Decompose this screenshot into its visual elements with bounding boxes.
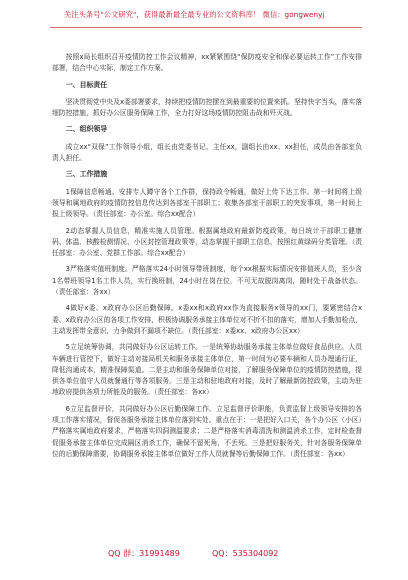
header-divider xyxy=(50,27,362,28)
section-heading: 三、工作措施 xyxy=(65,170,108,179)
footer-qq-group: QQ 群：31991489 xyxy=(108,549,180,558)
body-paragraph: 2动态掌握人员信息，精准实施人员管理。根据属地政府最新防疫政策，每日统计干部职工健康码、体温、核酸检测情况、小区封控管理政策等，动态掌握干部职工信息，按照红黄绿码分类管理。（责任部室：办公室、党群工作部。综合xx配合） xyxy=(52,226,362,258)
header-banner[interactable]: 关注头条号"公文研究"，获得最新最全最专业的公文资料库！ 微信：gongwenyj xyxy=(64,10,325,19)
body-paragraph: 4做好x委、x政府办公区后勤保障。x委xx和x政府xx作为直接服务x领导的xx门，要紧密结合x委、x政府办公区的各项工作安排，积极协调服务承接主体单位对不折不扣的落实，增加人手勤加检点，主动发挥带全意识，力争做到不漏项不缺位。（责任部室：x委xx、x政府办公区xx） xyxy=(52,304,362,335)
body-paragraph: 坚决贯彻党中央及x委部署要求，持续把疫情防控摆在到最重要的位置来抓。坚持快字当头，落实落细防控措施，抓好办公区服务保障工作，全力打好这场疫情防控阻击战和歼灭战。 xyxy=(52,97,362,118)
footer-qq: QQ：535304092 xyxy=(212,549,279,558)
section-heading: 一、目标责任 xyxy=(65,80,108,89)
body-paragraph: 3严格落实值班制度。严格落实24小时领导带班制度，每个xx根据实际情况安排值班人员，至少含1名带班领导1名工作人员，实行换班制，24小时在岗在位，不可无故脱岗离岗，随时处于战备状态。（责任部室：各xx） xyxy=(52,265,362,297)
body-paragraph: 5立足统筹协调，共同做好办公区运转工作。一是统筹协助服务承接主体单位做好食品供应。人员车辆进行管控下，做好主动对接局机关和服务承接主体单位，第一时间为必要车辆和人员办理通行证，降低沟通成本，精准保障渠道。二是主动和服务保障单位对接，了解服务保障单位的疫情防控措施，提供各单位值守人员就餐通行等各项服务。三是主动和驻地政府对接，及时了解最新防控政策，主动为驻地政府提供各项力所能及的服务。（责任部室：各xx） xyxy=(52,343,362,397)
body-paragraph: 1保障信息畅通。安排专人蹲守各个工作群，保持政令畅通，做好上传下达工作。第一时间将上级领导和属地政府的疫情防控信息传达到各部室干部职工；收集各部室干部职工的突发事项，第一时间上报上级领导。（责任部室：办公室。综合xx配合） xyxy=(52,187,362,219)
section-heading: 二、组织领导 xyxy=(65,125,108,134)
body-paragraph: 按照x局长组织召开疫情防控工作会议精神，xx紧紧围绕“保防疫安全和保必要运转工作”工作安排部署，结合中心实际，制定工作方案。 xyxy=(52,53,362,73)
document-body xyxy=(52,52,362,465)
body-paragraph: 成立xx“双保”工作领导小组，组长由党委书记、主任xx，副组长由xx、xx担任，成员由各部室负责人担任。 xyxy=(52,142,362,163)
body-paragraph: 6立足监督评价，共同做好办公区后勤保障工作。立足监督评价职能，负责监督上级领导安排的各项工作落实情况，督促各服务承接主体单位落到实处。重点在于：一是把好入口关，各个办公区（小区）严格落实属地政府要求，严格落实四洞测温要求；二是严格落实消毒清洗和测温消杀工作，定时检查督促服务承接主体单位完成隔区消杀工作，确保不留死角，不丢死。三是把好服务关，针对各服务保障单位的后勤保障需要，协调服务承接主体单位做好工作人员就餐等后勤保障工作。（责任部室：各xx） xyxy=(52,404,362,458)
